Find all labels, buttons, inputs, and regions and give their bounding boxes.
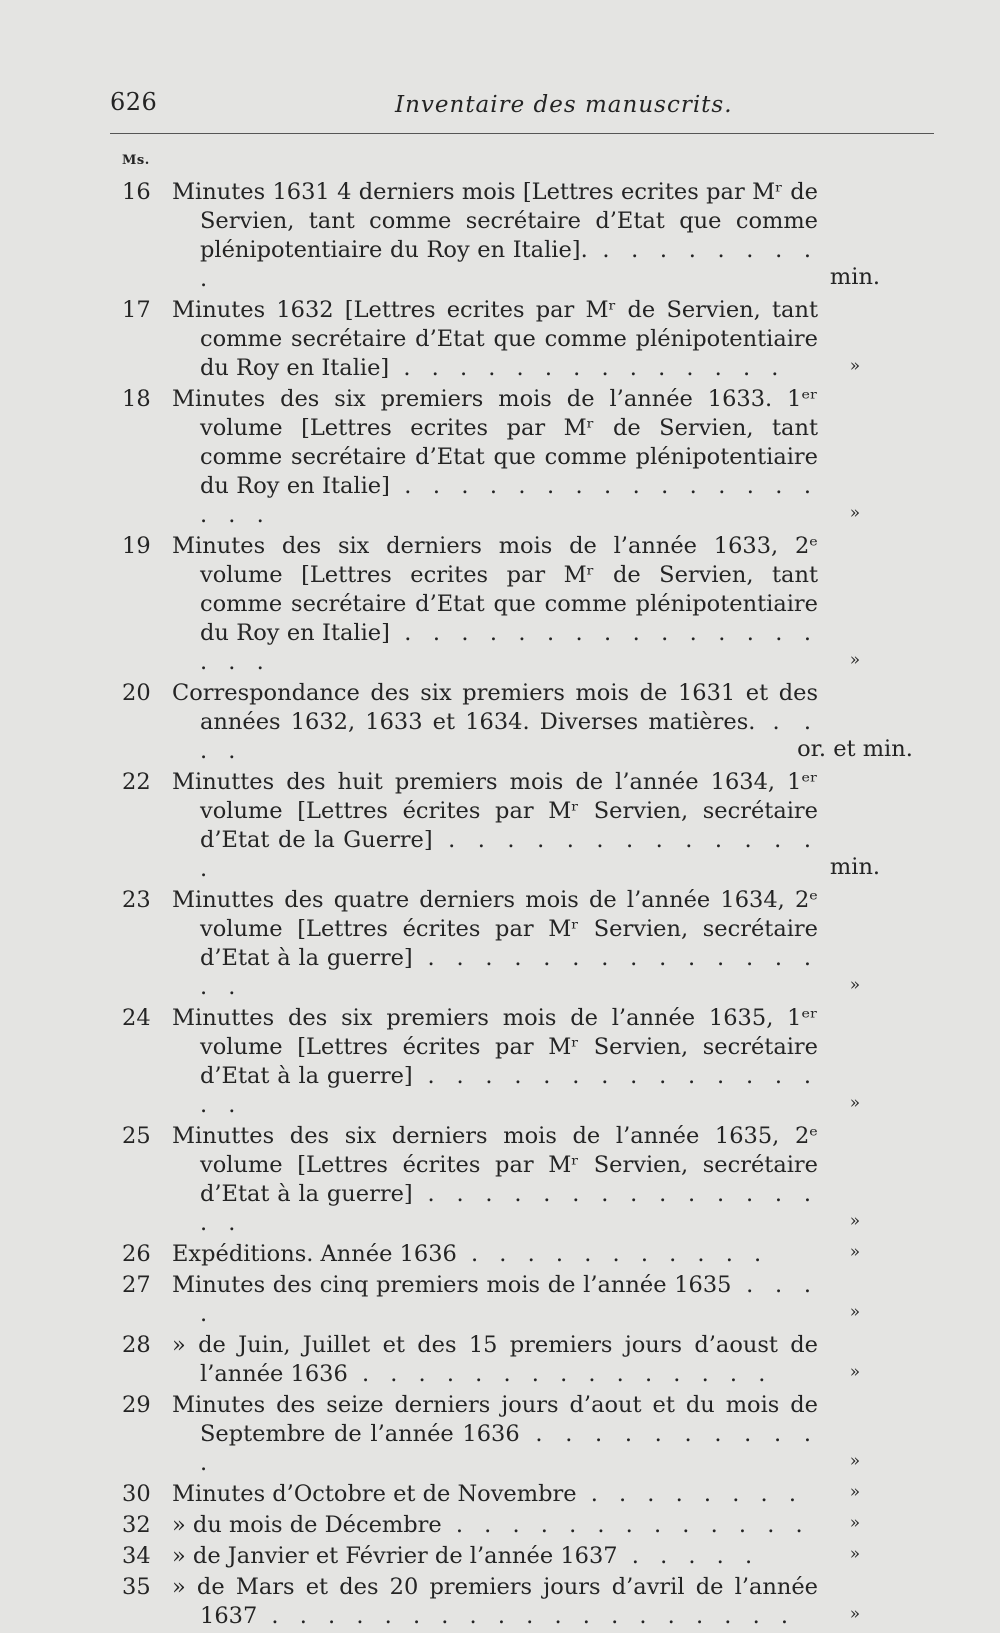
leader-dots: . . . . .	[617, 1543, 760, 1569]
entry-text: Minuttes des quatre derniers mois de l’année 1634, 2ᵉ volume [Lettres écrites par Mʳ Servien, secrétaire d’Etat à la guerre]	[172, 887, 818, 971]
list-item	[0, 296, 1000, 383]
list-item	[0, 886, 1000, 1002]
material-label: »	[849, 1544, 861, 1564]
entry-text: Correspondance des six premiers mois de 1631 et des années 1632, 1633 et 1634. Diverses matières.	[172, 680, 818, 735]
material-label: »	[849, 1302, 861, 1322]
entry-text: Minutes 1631 4 derniers mois [Lettres ecrites par Mʳ de Servien, tant comme secrétaire d’Etat que comme plénipotentiaire du Roy en Italie].	[172, 179, 818, 263]
entry-text: Minutes 1632 [Lettres ecrites par Mʳ de Servien, tant comme secrétaire d’Etat que comme plénipotentiaire du Roy en Italie]	[172, 297, 818, 381]
list-item	[0, 768, 1000, 884]
entry-text: Minutes des seize derniers jours d’aout et du mois de Septembre de l’année 1636	[172, 1392, 818, 1447]
leader-dots: . . . . . . . . . . . . . . . .	[200, 1181, 818, 1236]
ms-number: 16	[122, 179, 151, 205]
material-label: or. et min.	[797, 736, 913, 762]
material-label: »	[849, 503, 861, 523]
list-item	[0, 532, 1000, 677]
ms-number: 28	[122, 1332, 151, 1358]
running-title: Inventaire des manuscrits.	[395, 92, 733, 118]
entry-text: Minuttes des huit premiers mois de l’année 1634, 1ᵉʳ volume [Lettres écrites par Mʳ Servien, secrétaire d’Etat de la Guerre]	[172, 769, 818, 853]
list-item	[0, 1542, 1000, 1571]
ms-number: 20	[122, 680, 151, 706]
leader-dots: . . . . . . . . . . . . . . . . . . .	[257, 1603, 796, 1629]
material-label: »	[849, 1362, 861, 1382]
leader-dots: . . . . . . . .	[576, 1481, 803, 1507]
material-label: »	[849, 1604, 861, 1624]
ms-number: 18	[122, 386, 151, 412]
leader-dots: . . . . . . . . . . .	[200, 1421, 818, 1476]
leader-dots: . . . . . . . . . . . . . . . . . .	[200, 620, 818, 675]
material-label: »	[849, 975, 861, 995]
ms-number: 25	[122, 1123, 151, 1149]
ms-number: 27	[122, 1272, 151, 1298]
ms-number: 30	[122, 1481, 151, 1507]
material-label: »	[849, 1211, 861, 1231]
entry-text: » de Mars et des 20 premiers jours d’avril de l’année 1637	[172, 1574, 818, 1629]
list-item	[0, 1573, 1000, 1631]
ms-number: 19	[122, 533, 151, 559]
ms-number: 22	[122, 769, 151, 795]
material-label: »	[849, 356, 861, 376]
material-label: min.	[829, 264, 881, 290]
material-label: »	[849, 1093, 861, 1113]
list-item	[0, 1122, 1000, 1238]
leader-dots: . . . . . . . . . . . . . . .	[347, 1361, 773, 1387]
leader-dots: . . . . . . . . . . .	[456, 1241, 769, 1267]
list-item	[0, 1480, 1000, 1509]
ms-number: 24	[122, 1005, 151, 1031]
ms-number: 17	[122, 297, 151, 323]
entry-text: Minutes des cinq premiers mois de l’année 1635	[172, 1272, 732, 1298]
ms-number: 35	[122, 1574, 151, 1600]
manuscript-list	[0, 178, 1000, 1633]
entry-text: Expéditions. Année 1636	[172, 1241, 457, 1267]
leader-dots: . . . . . . . . . . . . . .	[200, 827, 818, 882]
ms-number: 34	[122, 1543, 151, 1569]
leader-dots: . . . . . . . . . . . . . . . .	[200, 945, 818, 1000]
material-label: »	[849, 1513, 861, 1533]
material-label: »	[849, 1242, 861, 1262]
material-label: min.	[829, 854, 881, 880]
header-rule	[110, 133, 934, 134]
entry-text: Minuttes des six premiers mois de l’année 1635, 1ᵉʳ volume [Lettres écrites par Mʳ Servien, secrétaire d’Etat à la guerre]	[172, 1005, 818, 1089]
list-item	[0, 385, 1000, 530]
ms-column-label: Ms.	[122, 153, 150, 168]
material-label: »	[849, 650, 861, 670]
list-item	[0, 1511, 1000, 1540]
list-item	[0, 1271, 1000, 1329]
list-item	[0, 178, 1000, 294]
page-number: 626	[110, 88, 158, 116]
list-item	[0, 1240, 1000, 1269]
entry-text: » de Janvier et Février de l’année 1637	[172, 1543, 618, 1569]
ms-number: 23	[122, 887, 151, 913]
list-item	[0, 1004, 1000, 1120]
list-item	[0, 1391, 1000, 1478]
list-item	[0, 1331, 1000, 1389]
material-label: »	[849, 1482, 861, 1502]
ms-number: 26	[122, 1241, 151, 1267]
entry-text: Minuttes des six derniers mois de l’année 1635, 2ᵉ volume [Lettres écrites par Mʳ Servien, secrétaire d’Etat à la guerre]	[172, 1123, 818, 1207]
leader-dots: . . . . . . . . . . . . . .	[389, 355, 786, 381]
entry-text: Minutes des six premiers mois de l’année 1633. 1ᵉʳ volume [Lettres ecrites par Mʳ de Servien, tant comme secrétaire d’Etat que comme plénipotentiaire du Roy en Italie]	[172, 386, 818, 499]
list-item	[0, 679, 1000, 766]
entry-text: » de Juin, Juillet et des 15 premiers jours d’aoust de l’année 1636	[172, 1332, 818, 1387]
leader-dots: . . . .	[200, 709, 819, 764]
entry-text: Minutes d’Octobre et de Novembre	[172, 1481, 577, 1507]
ms-number: 32	[122, 1512, 151, 1538]
ms-number: 29	[122, 1392, 151, 1418]
leader-dots: . . . .	[200, 1272, 818, 1327]
entry-text: » du mois de Décembre	[172, 1512, 442, 1538]
material-label: »	[849, 1451, 861, 1471]
leader-dots: . . . . . . . . . . . . . . . . . .	[200, 473, 818, 528]
leader-dots: . . . . . . . . . . . . .	[441, 1512, 810, 1538]
leader-dots: . . . . . . . . . . . . . . . .	[200, 1063, 818, 1118]
entry-text: Minutes des six derniers mois de l’année 1633, 2ᵉ volume [Lettres ecrites par Mʳ de Servien, tant comme secrétaire d’Etat que comme plénipotentiaire du Roy en Italie]	[172, 533, 818, 646]
leader-dots: . . . . . . . . .	[200, 237, 819, 292]
